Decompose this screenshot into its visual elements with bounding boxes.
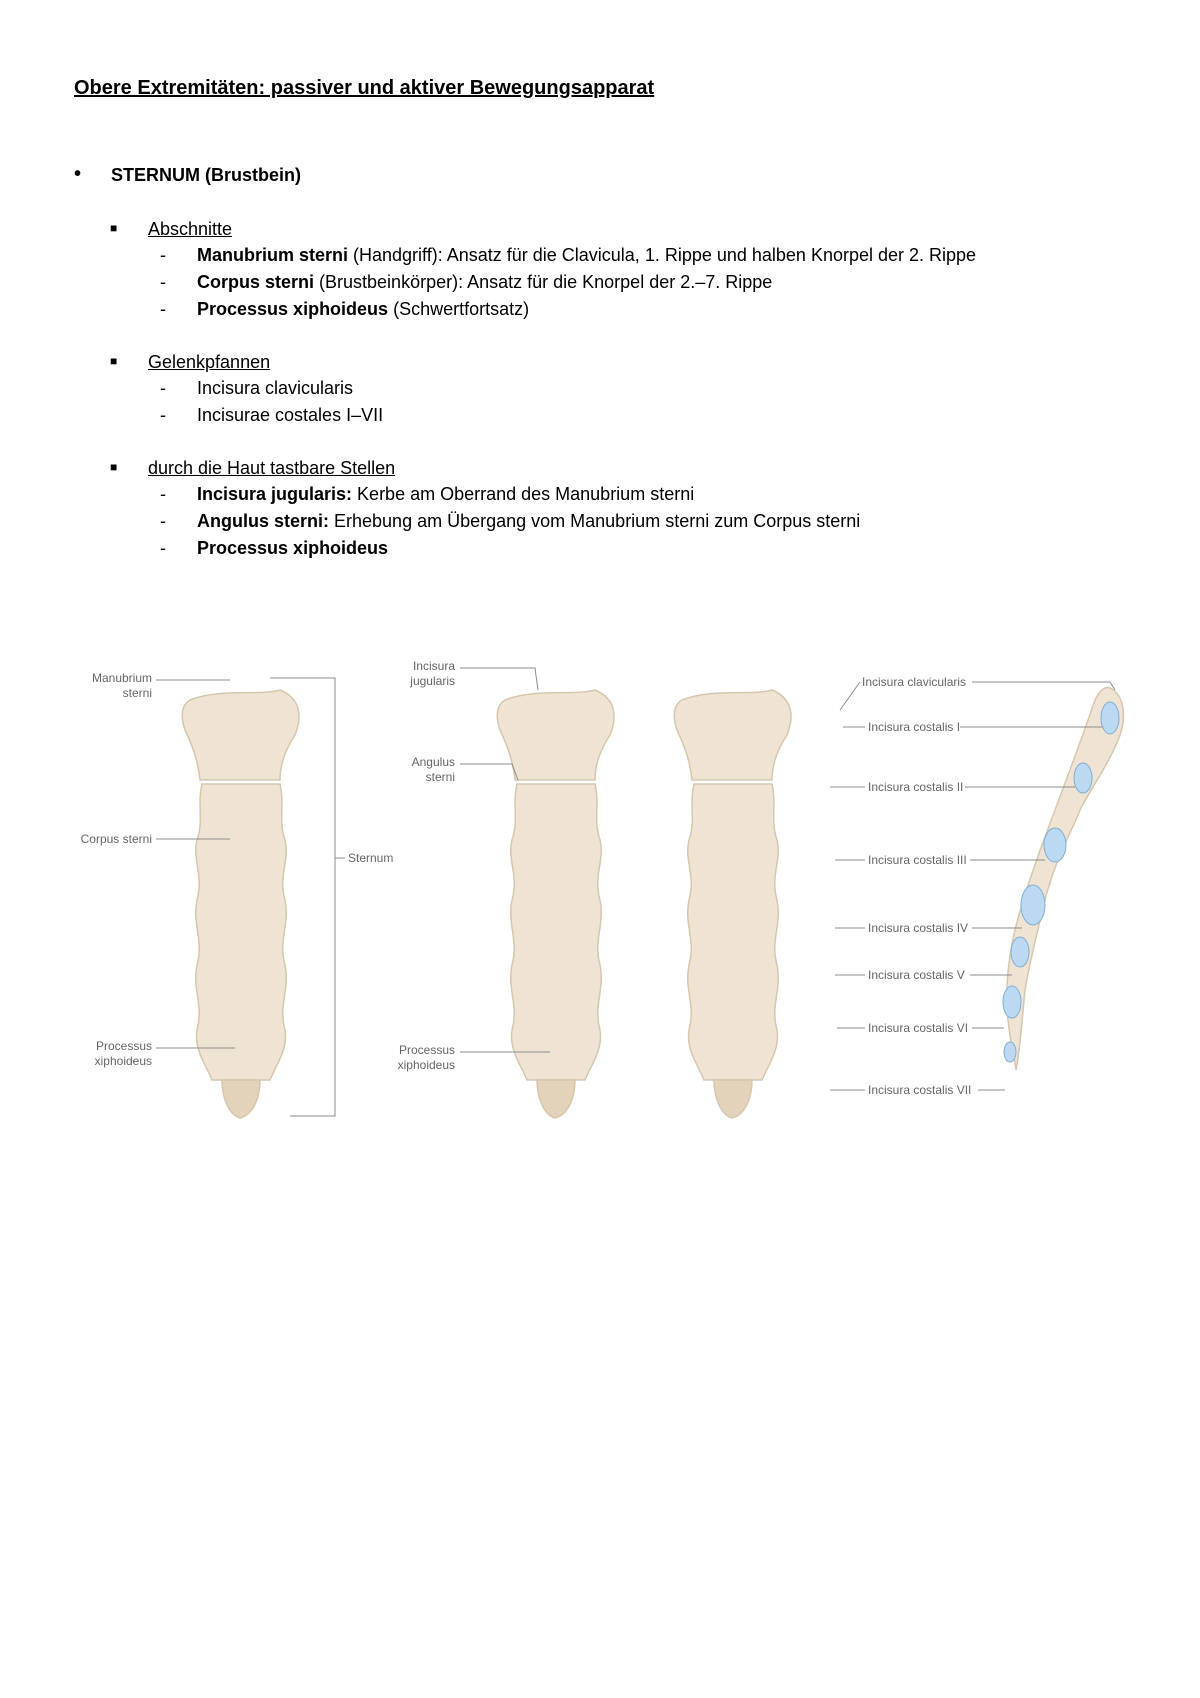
item-bold: Processus xiphoideus <box>197 299 389 319</box>
xiphoid-shape <box>222 1080 260 1118</box>
facet-costalis-1 <box>1101 702 1119 734</box>
list-item: - Incisurae costales I–VII <box>160 405 384 425</box>
item-text: Erhebung am Übergang vom Manubrium sterni zum Corpus sterni <box>329 511 861 531</box>
square-bullet: ■ <box>110 354 118 368</box>
corpus-shape <box>196 784 287 1080</box>
square-bullet: ■ <box>110 460 118 474</box>
leader-line <box>972 682 1115 690</box>
label-incisura-costalis-6: Incisura costalis VI <box>868 1021 969 1035</box>
page-title: Obere Extremitäten: passiver und aktiver Bewegungsapparat <box>74 77 655 99</box>
label-incisura-clavicularis: Incisura clavicularis <box>862 675 967 689</box>
label-incisura-costalis-4: Incisura costalis IV <box>868 921 969 935</box>
item-text: Incisura clavicularis <box>197 378 354 398</box>
label-incisura-costalis-5: Incisura costalis V <box>868 968 965 982</box>
right-labels <box>830 675 1115 1097</box>
group-heading-label: Abschnitte <box>148 219 233 239</box>
facet-costalis-2 <box>1074 763 1092 793</box>
label-sternum: Sternum <box>348 851 394 865</box>
bullet-dot: • <box>74 163 82 185</box>
list-item: - Incisura clavicularis <box>160 378 354 398</box>
label-corpus: Corpus sterni <box>80 832 152 846</box>
item-bold: Corpus sterni <box>197 272 315 292</box>
square-bullet: ■ <box>110 221 118 235</box>
main-bullet <box>74 165 1134 193</box>
list-item: - Manubrium sterni (Handgriff): Ansatz für die Clavicula, 1. Rippe und halben Knorpel der 2. Rippe <box>160 245 977 265</box>
manubrium-shape <box>182 690 299 780</box>
list-item: - Incisura jugularis: Kerbe am Oberrand des Manubrium sterni <box>160 484 695 504</box>
sternum-right-front-view <box>674 690 791 1118</box>
label-jugularis: Incisura jugularis <box>410 660 455 688</box>
label-incisura-costalis-7: Incisura costalis VII <box>868 1083 972 1097</box>
sternum-section <box>74 165 1134 565</box>
xiphoid-shape <box>714 1080 752 1118</box>
sternum-figure-svg <box>80 660 1140 1180</box>
item-bold: Incisura jugularis: <box>197 484 353 504</box>
item-text: (Brustbeinkörper): Ansatz für die Knorpel der 2.–7. Rippe <box>314 272 773 292</box>
group-heading-label: durch die Haut tastbare Stellen <box>148 458 396 478</box>
facet-costalis-4 <box>1021 885 1045 925</box>
list-item: - Angulus sterni: Erhebung am Übergang vom Manubrium sterni zum Corpus sterni <box>160 511 861 531</box>
list-item: - Processus xiphoideus <box>160 538 389 558</box>
manubrium-shape <box>497 690 614 780</box>
label-manubrium: Manubrium sterni <box>91 671 152 700</box>
facet-costalis-6 <box>1003 986 1021 1018</box>
sternum-illustration <box>80 660 1140 1180</box>
label-xiphoid-left: Processus xiphoideus <box>94 1039 152 1068</box>
facet-costalis-5 <box>1011 937 1029 967</box>
leader-line <box>460 764 518 780</box>
item-text: Incisurae costales I–VII <box>197 405 384 425</box>
manubrium-shape <box>674 690 791 780</box>
group-heading-tastbare-stellen <box>74 458 1134 484</box>
label-incisura-costalis-3: Incisura costalis III <box>868 853 967 867</box>
label-xiphoid-middle: Processus xiphoideus <box>397 1043 455 1072</box>
sternum-front-view <box>182 690 299 1118</box>
item-bold: Manubrium sterni <box>197 245 349 265</box>
leader-line <box>840 682 860 710</box>
item-bold: Angulus sterni: <box>197 511 330 531</box>
label-angulus: Angulus sterni <box>411 755 455 784</box>
label-incisura-costalis-2: Incisura costalis II <box>868 780 964 794</box>
leader-line <box>460 668 538 690</box>
sternum-middle-view <box>497 690 614 1118</box>
group-heading-label: Gelenkpfannen <box>148 352 271 372</box>
list-item: - Corpus sterni (Brustbeinkörper): Ansatz für die Knorpel der 2.–7. Rippe <box>160 272 773 292</box>
item-bold: Processus xiphoideus <box>197 538 389 558</box>
facet-costalis-3 <box>1044 828 1066 862</box>
facet-costalis-7 <box>1004 1042 1016 1062</box>
main-bullet-label: STERNUM (Brustbein) <box>111 165 301 185</box>
list-item: - Processus xiphoideus (Schwertfortsatz) <box>160 299 530 319</box>
corpus-shape <box>511 784 602 1080</box>
item-text: Kerbe am Oberrand des Manubrium sterni <box>352 484 695 504</box>
group-heading-gelenkpfannen <box>74 352 1134 378</box>
group-heading-abschnitte <box>74 219 1134 245</box>
label-incisura-costalis-1: Incisura costalis I <box>868 720 961 734</box>
item-text: (Schwertfortsatz) <box>388 299 530 319</box>
sternum-lateral-view <box>1003 688 1123 1071</box>
item-text: (Handgriff): Ansatz für die Clavicula, 1. Rippe und halben Knorpel der 2. Rippe <box>348 245 977 265</box>
corpus-shape <box>688 784 779 1080</box>
lateral-sternum-shape <box>1007 688 1124 1071</box>
xiphoid-shape <box>537 1080 575 1118</box>
